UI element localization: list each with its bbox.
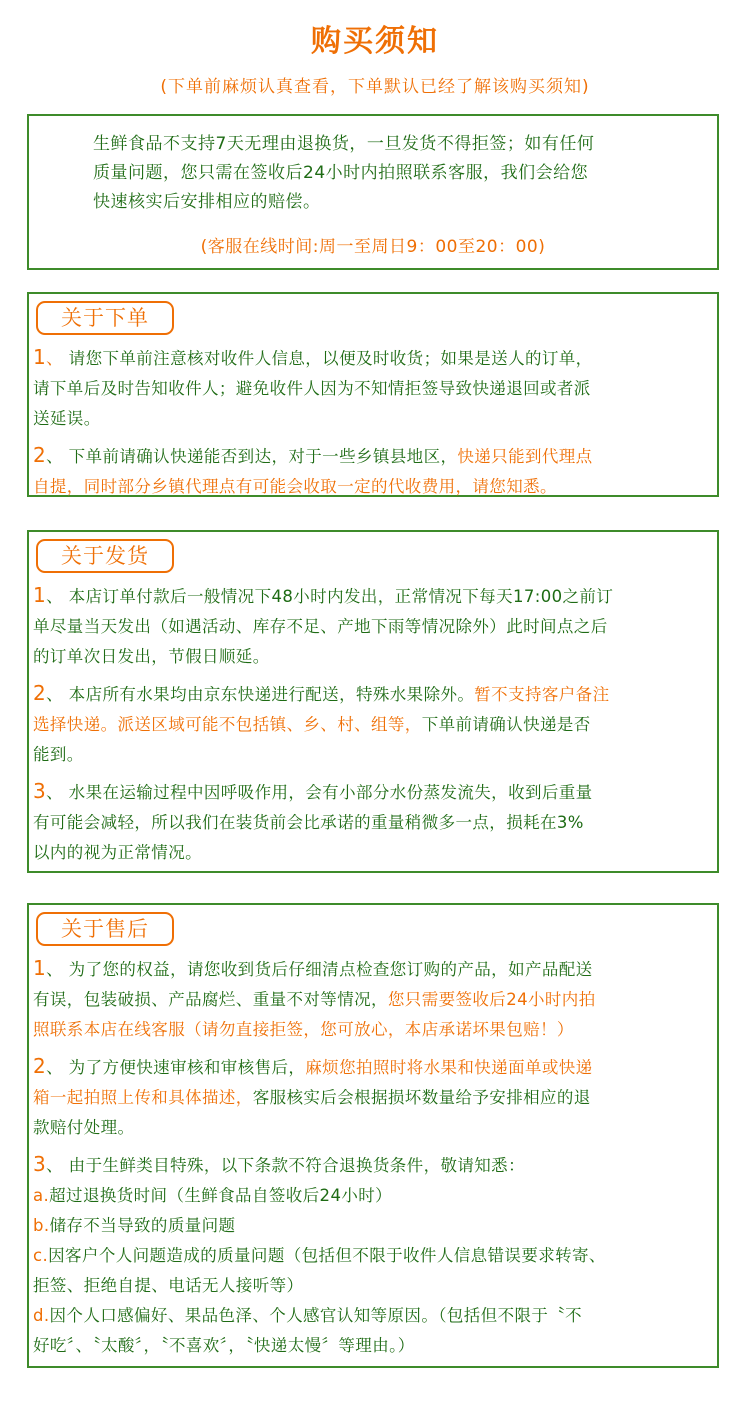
service-hours: (客服在线时间:周一至周日9：00至20：00) [200, 237, 546, 257]
item-number: 2 [33, 681, 47, 705]
text-line [33, 1113, 717, 1143]
list-item [33, 440, 717, 502]
list-item [33, 1149, 717, 1181]
order-section-tag: 关于下单 [36, 301, 174, 335]
list-item [33, 1051, 717, 1143]
text-segment: 、 本店所有水果均由京东快递进行配送，特殊水果除外。 [46, 685, 475, 704]
notice-text [93, 130, 693, 217]
list-item [33, 580, 717, 672]
text-line [33, 1083, 717, 1113]
text-line [33, 642, 717, 672]
text-line [33, 953, 717, 985]
text-segment: 的订单次日发出，节假日顺延。 [33, 647, 270, 666]
text-segment: a. [33, 1186, 50, 1205]
text-segment: 请下单后及时告知收件人；避免收件人因为不知情拒签导致快递退回或者派 [33, 379, 591, 398]
text-line [33, 678, 717, 710]
text-line [33, 1149, 717, 1181]
notice-line: 快速核实后安排相应的赔偿。 [93, 192, 321, 212]
after-sales-section [27, 903, 719, 1368]
condition-item [33, 1301, 717, 1361]
shipping-section-body [33, 580, 717, 874]
text-line [33, 740, 717, 770]
text-line [33, 612, 717, 642]
page-title: 购买须知 [311, 24, 439, 59]
page-subtitle: (下单前麻烦认真查看，下单默认已经了解该购买须知) [160, 77, 590, 97]
item-number: 3 [33, 779, 47, 803]
list-item [33, 776, 717, 868]
text-segment: c. [33, 1246, 49, 1265]
text-line [33, 1271, 717, 1301]
item-number: 1 [33, 956, 47, 980]
text-line [33, 472, 717, 502]
text-line [33, 838, 717, 868]
text-line [33, 374, 717, 404]
text-segment: 有可能会减轻，所以我们在装货前会比承诺的重量稍微多一点，损耗在3% [33, 813, 584, 832]
list-item [33, 953, 717, 1045]
text-segment: 、 水果在运输过程中因呼吸作用，会有小部分水份蒸发流失，收到后重量 [46, 783, 593, 802]
text-segment: 您只需要签收后24小时内拍 [387, 990, 596, 1009]
text-line [33, 440, 717, 472]
notice-line: 质量问题，您只需在签收后24小时内拍照联系客服，我们会给您 [93, 163, 589, 183]
notice-box [27, 114, 719, 270]
condition-item [33, 1241, 717, 1301]
shipping-section-tag: 关于发货 [36, 539, 174, 573]
order-section [27, 292, 719, 497]
text-segment: 、 由于生鲜类目特殊，以下条款不符合退换货条件，敬请知悉： [46, 1156, 525, 1175]
text-segment: 选择快递。派送区域可能不包括镇、乡、村、组等， [33, 715, 422, 734]
notice-line: 生鲜食品不支持7天无理由退换货，一旦发货不得拒签；如有任何 [93, 134, 595, 154]
text-line [33, 1015, 717, 1045]
text-line [33, 1051, 717, 1083]
text-segment: 储存不当导致的质量问题 [49, 1216, 236, 1235]
condition-item [33, 1211, 717, 1241]
text-line [33, 710, 717, 740]
text-segment: 、 为了您的权益，请您收到货后仔细清点检查您订购的产品，如产品配送 [46, 960, 593, 979]
text-segment: 照联系本店在线客服（请勿直接拒签，您可放心，本店承诺坏果包赔！） [33, 1020, 574, 1039]
item-number: 2 [33, 1054, 47, 1078]
text-segment: 以内的视为正常情况。 [33, 843, 202, 862]
text-segment: 下单前请确认快递是否 [421, 715, 591, 734]
text-segment: 客服核实后会根据损坏数量给予安排相应的退 [252, 1088, 591, 1107]
text-segment: 麻烦您拍照时将水果和快递面单或快递 [305, 1058, 593, 1077]
text-line [33, 342, 717, 374]
text-line [33, 404, 717, 434]
text-segment: 有误，包装破损、产品腐烂、重量不对等情况， [33, 990, 388, 1009]
text-line [33, 1241, 717, 1271]
text-line [33, 580, 717, 612]
shipping-section [27, 530, 719, 873]
text-segment: 箱一起拍照上传和具体描述， [33, 1088, 253, 1107]
text-segment: 请您下单前注意核对收件人信息，以便及时收货；如果是送人的订单， [68, 349, 593, 368]
text-segment: 暂不支持客户备注 [474, 685, 610, 704]
text-line [33, 1331, 717, 1361]
text-segment: 好吃〞、〝太酸〞，〝不喜欢〞，〝快递太慢〞等理由。） [33, 1336, 415, 1355]
text-segment: 、 本店订单付款后一般情况下48小时内发出，正常情况下每天17:00之前订 [46, 587, 614, 606]
text-line [33, 776, 717, 808]
text-segment: 、 [46, 349, 69, 368]
after-sales-section-body [33, 953, 717, 1361]
text-line [33, 1181, 717, 1211]
item-number: 1 [33, 345, 47, 369]
text-segment: b. [33, 1216, 50, 1235]
text-segment: 单尽量当天发出（如遇活动、库存不足、产地下雨等情况除外）此时间点之后 [33, 617, 608, 636]
text-segment: d. [33, 1306, 50, 1325]
text-segment: 因客户个人问题造成的质量问题（包括但不限于收件人信息错误要求转寄、 [48, 1246, 606, 1265]
text-line [33, 808, 717, 838]
item-number: 2 [33, 443, 47, 467]
after-sales-section-tag: 关于售后 [36, 912, 174, 946]
text-segment: 、 下单前请确认快递能否到达，对于一些乡镇县地区， [46, 447, 458, 466]
list-item [33, 342, 717, 434]
text-segment: 送延误。 [33, 409, 101, 428]
text-line [33, 1301, 717, 1331]
order-section-body [33, 342, 717, 508]
text-segment: 款赔付处理。 [33, 1118, 135, 1137]
text-segment: 超过退换货时间（生鲜食品自签收后24小时） [49, 1186, 393, 1205]
text-line [33, 1211, 717, 1241]
list-item [33, 678, 717, 770]
item-number: 3 [33, 1152, 47, 1176]
text-segment: 快递只能到代理点 [457, 447, 593, 466]
text-segment: 因个人口感偏好、果品色泽、个人感官认知等原因。（包括但不限于〝不 [49, 1306, 583, 1325]
text-segment: 拒签、拒绝自提、电话无人接听等） [33, 1276, 304, 1295]
text-segment: 能到。 [33, 745, 84, 764]
text-line [33, 985, 717, 1015]
item-number: 1 [33, 583, 47, 607]
condition-item [33, 1181, 717, 1211]
text-segment: 、 为了方便快速审核和审核售后， [46, 1058, 306, 1077]
text-segment: 自提，同时部分乡镇代理点有可能会收取一定的代收费用，请您知悉。 [33, 477, 557, 496]
